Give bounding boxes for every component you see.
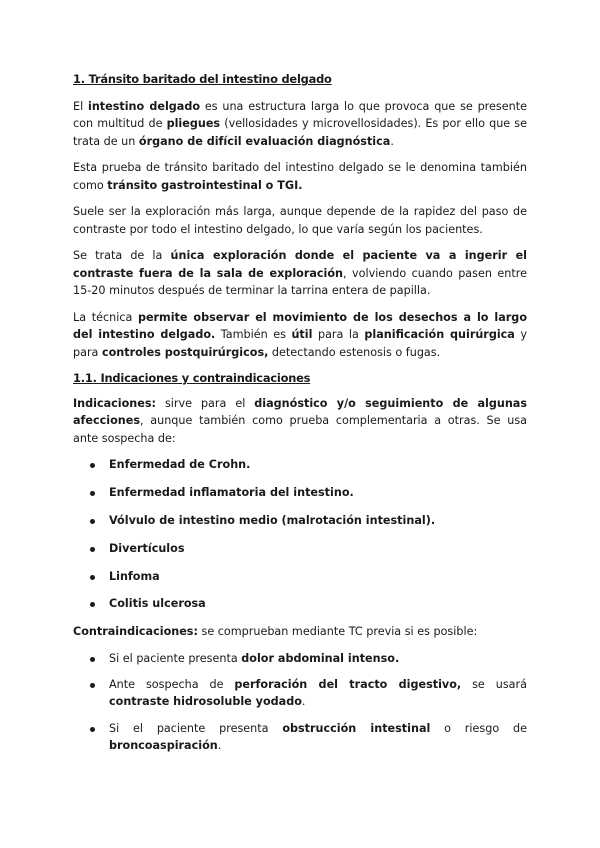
paragraph-tgi: Esta prueba de tránsito baritado del intestino delgado se le denomina también como tránsito gastrointestinal o TGI. [73,161,527,192]
indications-list [73,456,527,613]
list-item: Enfermedad inflamatoria del intestino. [73,484,527,502]
list-item: Si el paciente presenta obstrucción intestinal o riesgo de broncoaspiración. [73,720,527,755]
paragraph-duracion: Suele ser la exploración más larga, aunque depende de la rapidez del paso de contraste por todo el intestino delgado, lo que varía según los pacientes. [73,205,527,236]
paragraph-contraindicaciones: Contraindicaciones: se comprueban mediante TC previa si es posible: [73,625,478,639]
list-item: Vólvulo de intestino medio (malrotación intestinal). [73,512,527,530]
paragraph-ingesta-contraste: Se trata de la única exploración donde el paciente va a ingerir el contraste fuera de la sala de exploración, volviendo cuando pasen entre 15-20 minutos después de terminar la tarrina entera de papilla. [73,249,527,297]
paragraph-intestino-delgado: El intestino delgado es una estructura larga lo que provoca que se presente con multitud de pliegues (vellosidades y microvellosidades). Es por ello que se trata de un órgano de difícil evaluación diagnóstica. [73,99,527,148]
list-item: Si el paciente presenta dolor abdominal intenso. [73,650,527,668]
list-item: Enfermedad de Crohn. [73,456,527,474]
paragraph-indicaciones: Indicaciones: sirve para el diagnóstico y/o seguimiento de algunas afecciones, aunque también como prueba complementaria a otras. Se usa ante sospecha de: [73,396,527,445]
document-body [73,71,527,764]
section-heading-1: 1. Tránsito baritado del intestino delgado [73,72,332,86]
list-item: Colitis ulcerosa [73,595,527,613]
list-item: Divertículos [73,540,527,558]
section-heading-1-1: 1.1. Indicaciones y contraindicaciones [73,371,311,385]
list-item: Linfoma [73,568,527,586]
paragraph-tecnica: La técnica permite observar el movimiento de los desechos a lo largo del intestino delgado. También es útil para la planificación quirúrgica y para controles postquirúrgicos, detectando estenosis o fugas. [73,310,528,359]
contraindications-list [73,650,527,755]
list-item: Ante sospecha de perforación del tracto digestivo, se usará contraste hidrosoluble yodado. [73,676,527,711]
